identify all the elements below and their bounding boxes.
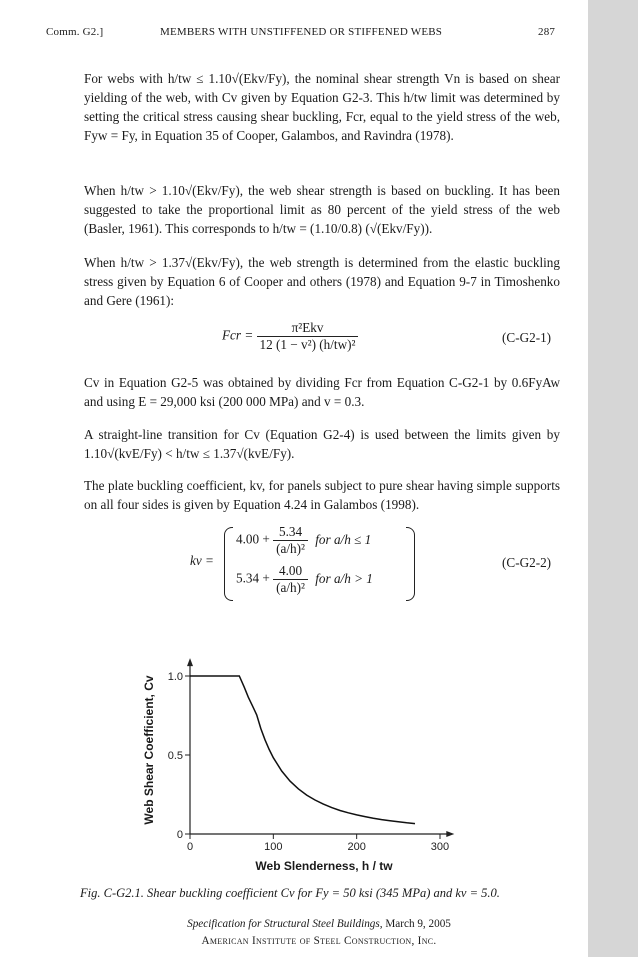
row1-denominator: (a/h)²	[276, 541, 305, 556]
x-tick-label: 100	[264, 841, 283, 853]
footer-date: March 9, 2005	[382, 918, 451, 930]
paragraph-elastic-buckling: When h/tw > 1.37√(Ekv/Fy), the web strength is determined from the elastic buckling stress given by Equation 6 of Cooper and others (1978) and Equation 9-7 in Timoshenko and Gere (1961):	[84, 255, 560, 308]
x-tick-label: 200	[347, 841, 366, 853]
footer-spec-title: Specification for Structural Steel Buildings,	[187, 918, 383, 930]
x-tick-label: 300	[430, 841, 450, 853]
paragraph-transition: A straight-line transition for Cv (Equation G2-4) is used between the limits given by 1.10√(kvE/Fy) < h/tw ≤ 1.37√(kvE/Fy).	[84, 427, 560, 461]
row1-condition: for a/h ≤ 1	[315, 531, 372, 547]
running-head-title: MEMBERS WITH UNSTIFFENED OR STIFFENED WEBS	[160, 26, 443, 38]
y-tick-label: 0	[176, 829, 183, 841]
equation-kv-lhs: kv =	[190, 553, 214, 568]
equation-fcr-lhs: Fcr =	[222, 327, 254, 343]
equation-label-c-g2-1: (C-G2-1)	[502, 330, 552, 345]
x-axis-label: Web Slenderness, h / tw	[255, 859, 393, 873]
row2-denominator: (a/h)²	[276, 580, 305, 595]
row1-numerator: 5.34	[273, 524, 308, 541]
x-axis-arrow	[446, 831, 454, 837]
page-number: 287	[538, 26, 556, 38]
paragraph-plate-buckling: The plate buckling coefficient, kv, for panels subject to pure shear having simple supports on all four sides is given by Equation 4.24 in Galambos (1998).	[84, 478, 560, 512]
y-tick-label: 1.0	[167, 671, 183, 683]
y-axis-label: Web Shear Coefficient, Cv	[142, 675, 156, 825]
y-axis-arrow	[187, 658, 193, 666]
row2-term: 5.34 +	[236, 570, 270, 586]
paragraph-shear-yielding: For webs with h/tw ≤ 1.10√(Ekv/Fy), the nominal shear strength Vn is based on shear yielding of the web, with Cv given by Equation G2-3. This h/tw limit was determined by setting the critical stress causing shear buckling, Fcr, equal to the yield stress of the web, Fyw = Fy, in Equation 35 of Cooper, Galambos, and Ravindra (1978).	[84, 71, 560, 143]
row1-term: 4.00 +	[236, 531, 270, 547]
cv-curve	[190, 676, 415, 824]
equation-fcr-denominator: 12 (1 − v²) (h/tw)²	[259, 337, 356, 352]
figure-caption: Fig. C-G2.1. Shear buckling coefficient Cv for Fy = 50 ksi (345 MPa) and kv = 5.0.	[80, 886, 500, 900]
x-tick-label: 0	[186, 841, 194, 853]
row2-condition: for a/h > 1	[315, 570, 373, 586]
equation-label-c-g2-2: (C-G2-2)	[502, 555, 552, 570]
equation-fcr-numerator: π²Ekv	[257, 320, 359, 337]
paragraph-cv-derivation: Cv in Equation G2-5 was obtained by dividing Fcr from Equation C-G2-1 by 0.6FyAw and using E = 29,000 ksi (200 000 MPa) and v = 0.3.	[84, 375, 560, 409]
paragraph-shear-buckling: When h/tw > 1.10√(Ekv/Fy), the web shear strength is based on buckling. It has been suggested to take the proportional limit as 80 percent of the yield stress of the web (Basler, 1961). This corresponds to h/tw = (1.10/0.8) (√(Ekv/Fy)).	[84, 183, 560, 236]
row2-numerator: 4.00	[273, 563, 308, 580]
footer-publisher: American Institute of Steel Construction, Inc.	[201, 935, 437, 947]
footer-spec-line	[0, 918, 638, 930]
running-head-section: Comm. G2.]	[46, 26, 104, 38]
y-tick-label: 0.5	[167, 750, 183, 762]
